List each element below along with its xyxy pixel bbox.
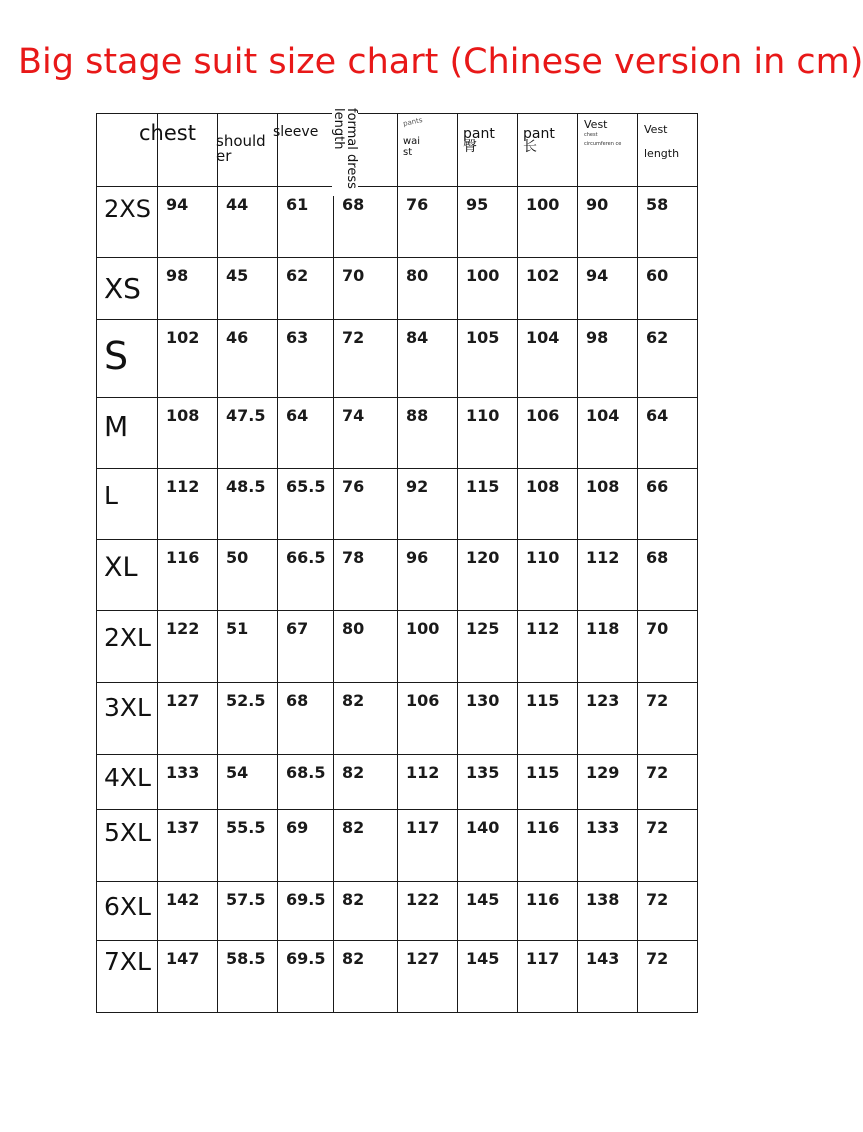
measurement-value: 88: [406, 406, 429, 425]
value-cell: [334, 469, 398, 540]
value-cell: [278, 882, 334, 941]
size-chart-table: [96, 108, 698, 1013]
measurement-value: 110: [466, 406, 500, 425]
size-cell: [97, 810, 158, 882]
value-cell: [398, 941, 458, 1013]
measurement-value: 82: [342, 949, 365, 968]
value-cell: [458, 320, 518, 398]
header-vest-chest: [584, 119, 634, 149]
measurement-value: 72: [646, 691, 669, 710]
value-cell: [578, 941, 638, 1013]
measurement-value: 115: [466, 477, 500, 496]
value-cell: [278, 320, 334, 398]
page-title: Big stage suit size chart (Chinese version in cm): [18, 42, 863, 82]
table-row: [97, 755, 698, 810]
value-cell: [218, 469, 278, 540]
value-cell: [218, 810, 278, 882]
header-size-cell: [97, 114, 196, 187]
value-cell: [518, 398, 578, 469]
header-chest-cell: [158, 114, 218, 187]
measurement-value: 137: [166, 818, 200, 837]
value-cell: [278, 755, 334, 810]
size-cell: [97, 755, 158, 810]
header-chest: chest: [139, 121, 196, 145]
measurement-value: 112: [166, 477, 200, 496]
value-cell: [334, 187, 398, 258]
value-cell: [458, 941, 518, 1013]
measurement-value: 58.5: [226, 949, 266, 968]
value-cell: [578, 258, 638, 320]
value-cell: [578, 611, 638, 683]
measurement-value: 105: [466, 328, 500, 347]
value-cell: [398, 258, 458, 320]
measurement-value: 48.5: [226, 477, 266, 496]
value-cell: [218, 882, 278, 941]
measurement-value: 68: [646, 548, 669, 567]
measurement-value: 60: [646, 266, 669, 285]
measurement-value: 142: [166, 890, 200, 909]
value-cell: [278, 540, 334, 611]
value-cell: [398, 469, 458, 540]
header-formal-dress-length: formal dress length: [332, 108, 358, 196]
value-cell: [218, 755, 278, 810]
value-cell: [458, 683, 518, 755]
measurement-value: 55.5: [226, 818, 266, 837]
measurement-value: 82: [342, 890, 365, 909]
value-cell: [638, 258, 698, 320]
measurement-value: 62: [286, 266, 309, 285]
measurement-value: 74: [342, 406, 365, 425]
measurement-value: 127: [406, 949, 440, 968]
value-cell: [218, 320, 278, 398]
size-cell: [97, 540, 158, 611]
value-cell: [218, 611, 278, 683]
measurement-value: 76: [342, 477, 365, 496]
measurement-value: 65.5: [286, 477, 326, 496]
value-cell: [578, 810, 638, 882]
header-pant-length-cell: [518, 114, 578, 187]
size-label: L: [104, 481, 118, 510]
measurement-value: 100: [466, 266, 500, 285]
value-cell: [578, 882, 638, 941]
measurement-value: 68.5: [286, 763, 326, 782]
measurement-value: 100: [406, 619, 440, 638]
measurement-value: 104: [586, 406, 620, 425]
header-row: [97, 114, 698, 187]
measurement-value: 116: [526, 818, 560, 837]
header-formal-dress-length-cell: [331, 108, 398, 189]
measurement-value: 115: [526, 691, 560, 710]
value-cell: [278, 683, 334, 755]
value-cell: [158, 941, 218, 1013]
value-cell: [158, 187, 218, 258]
value-cell: [638, 810, 698, 882]
measurement-value: 125: [466, 619, 500, 638]
value-cell: [398, 683, 458, 755]
value-cell: [334, 941, 398, 1013]
value-cell: [158, 611, 218, 683]
value-cell: [638, 611, 698, 683]
measurement-value: 100: [526, 195, 560, 214]
value-cell: [398, 187, 458, 258]
value-cell: [518, 320, 578, 398]
measurement-value: 115: [526, 763, 560, 782]
header-vest-chest-cell: [578, 114, 638, 187]
value-cell: [278, 810, 334, 882]
size-label: 4XL: [104, 763, 151, 792]
measurement-value: 110: [526, 548, 560, 567]
header-vest-chest-sub1: chest: [584, 132, 598, 138]
value-cell: [158, 755, 218, 810]
measurement-value: 47.5: [226, 406, 266, 425]
header-pants-small: pants: [402, 116, 424, 128]
measurement-value: 145: [466, 949, 500, 968]
value-cell: [638, 398, 698, 469]
value-cell: [334, 755, 398, 810]
value-cell: [578, 755, 638, 810]
value-cell: [578, 469, 638, 540]
measurement-value: 66: [646, 477, 669, 496]
measurement-value: 117: [526, 949, 560, 968]
measurement-value: 130: [466, 691, 500, 710]
measurement-value: 108: [586, 477, 620, 496]
size-label: 2XS: [104, 195, 151, 223]
value-cell: [518, 755, 578, 810]
measurement-value: 143: [586, 949, 620, 968]
size-label: 7XL: [104, 947, 151, 976]
value-cell: [518, 469, 578, 540]
header-pant-hip: pant 臀: [463, 126, 495, 155]
header-waist-cell: [398, 114, 458, 187]
value-cell: [398, 611, 458, 683]
measurement-value: 52.5: [226, 691, 266, 710]
measurement-value: 68: [286, 691, 309, 710]
value-cell: [334, 611, 398, 683]
value-cell: [278, 258, 334, 320]
size-cell: [97, 469, 158, 540]
table-row: [97, 882, 698, 941]
value-cell: [518, 540, 578, 611]
measurement-value: 82: [342, 763, 365, 782]
value-cell: [458, 469, 518, 540]
measurement-value: 80: [406, 266, 429, 285]
value-cell: [638, 320, 698, 398]
value-cell: [278, 187, 334, 258]
value-cell: [398, 398, 458, 469]
measurement-value: 122: [166, 619, 200, 638]
table-row: [97, 320, 698, 398]
value-cell: [398, 882, 458, 941]
value-cell: [218, 398, 278, 469]
measurement-value: 57.5: [226, 890, 266, 909]
measurement-value: 94: [586, 266, 609, 285]
measurement-value: 72: [646, 763, 669, 782]
measurement-value: 98: [166, 266, 189, 285]
value-cell: [458, 882, 518, 941]
size-cell: [97, 187, 158, 258]
value-cell: [578, 683, 638, 755]
measurement-value: 112: [406, 763, 440, 782]
value-cell: [218, 941, 278, 1013]
measurement-value: 66.5: [286, 548, 326, 567]
value-cell: [638, 187, 698, 258]
value-cell: [334, 398, 398, 469]
header-pant-length: pant 长: [523, 126, 555, 155]
measurement-value: 61: [286, 195, 309, 214]
value-cell: [334, 683, 398, 755]
measurement-value: 76: [406, 195, 429, 214]
measurement-value: 129: [586, 763, 620, 782]
value-cell: [158, 683, 218, 755]
value-cell: [518, 810, 578, 882]
measurement-value: 67: [286, 619, 309, 638]
measurement-value: 82: [342, 691, 365, 710]
value-cell: [334, 320, 398, 398]
value-cell: [578, 398, 638, 469]
measurement-value: 106: [526, 406, 560, 425]
table-row: [97, 941, 698, 1013]
measurement-value: 69.5: [286, 949, 326, 968]
value-cell: [278, 469, 334, 540]
measurement-value: 140: [466, 818, 500, 837]
value-cell: [578, 540, 638, 611]
size-cell: [97, 320, 158, 398]
measurement-value: 123: [586, 691, 620, 710]
size-label: 5XL: [104, 818, 151, 847]
value-cell: [518, 941, 578, 1013]
measurement-value: 95: [466, 195, 489, 214]
measurement-value: 117: [406, 818, 440, 837]
measurement-value: 69.5: [286, 890, 326, 909]
table-row: [97, 258, 698, 320]
value-cell: [218, 540, 278, 611]
value-cell: [518, 611, 578, 683]
measurement-value: 98: [586, 328, 609, 347]
measurement-value: 46: [226, 328, 249, 347]
measurement-value: 112: [586, 548, 620, 567]
measurement-value: 96: [406, 548, 429, 567]
size-cell: [97, 398, 158, 469]
value-cell: [518, 683, 578, 755]
measurement-value: 44: [226, 195, 249, 214]
value-cell: [278, 611, 334, 683]
measurement-value: 138: [586, 890, 620, 909]
header-shoulder: should er: [216, 132, 266, 165]
measurement-value: 64: [646, 406, 669, 425]
table-row: [97, 810, 698, 882]
size-label: S: [104, 334, 129, 378]
measurement-value: 58: [646, 195, 669, 214]
measurement-value: 72: [342, 328, 365, 347]
header-vest-chest-sub2: circumferen ce: [584, 141, 622, 147]
value-cell: [638, 683, 698, 755]
measurement-value: 133: [166, 763, 200, 782]
value-cell: [334, 258, 398, 320]
measurement-value: 70: [342, 266, 365, 285]
value-cell: [518, 258, 578, 320]
measurement-value: 127: [166, 691, 200, 710]
measurement-value: 108: [166, 406, 200, 425]
value-cell: [218, 258, 278, 320]
table-row: [97, 187, 698, 258]
measurement-value: 64: [286, 406, 309, 425]
value-cell: [278, 398, 334, 469]
measurement-value: 112: [526, 619, 560, 638]
value-cell: [458, 611, 518, 683]
measurement-value: 63: [286, 328, 309, 347]
measurement-value: 72: [646, 818, 669, 837]
measurement-value: 72: [646, 890, 669, 909]
value-cell: [638, 469, 698, 540]
value-cell: [638, 540, 698, 611]
table-row: [97, 683, 698, 755]
value-cell: [158, 469, 218, 540]
measurement-value: 90: [586, 195, 609, 214]
value-cell: [398, 540, 458, 611]
value-cell: [334, 882, 398, 941]
value-cell: [518, 882, 578, 941]
measurement-value: 82: [342, 818, 365, 837]
measurement-value: 133: [586, 818, 620, 837]
size-label: 6XL: [104, 892, 151, 921]
value-cell: [278, 941, 334, 1013]
table-row: [97, 398, 698, 469]
table-row: [97, 469, 698, 540]
measurement-value: 51: [226, 619, 249, 638]
value-cell: [218, 683, 278, 755]
value-cell: [638, 941, 698, 1013]
value-cell: [398, 810, 458, 882]
header-shoulder-cell: [218, 114, 278, 187]
value-cell: [334, 810, 398, 882]
measurement-value: 94: [166, 195, 189, 214]
size-cell: [97, 258, 158, 320]
measurement-value: 70: [646, 619, 669, 638]
measurement-value: 135: [466, 763, 500, 782]
value-cell: [578, 187, 638, 258]
measurement-value: 54: [226, 763, 249, 782]
value-cell: [458, 258, 518, 320]
measurement-value: 84: [406, 328, 429, 347]
measurement-value: 69: [286, 818, 309, 837]
value-cell: [158, 810, 218, 882]
value-cell: [158, 258, 218, 320]
value-cell: [458, 187, 518, 258]
size-label: 2XL: [104, 623, 151, 652]
header-pant-hip-cell: [458, 114, 518, 187]
size-label: 3XL: [104, 693, 151, 722]
value-cell: [398, 320, 458, 398]
measurement-value: 80: [342, 619, 365, 638]
value-cell: [158, 540, 218, 611]
value-cell: [158, 882, 218, 941]
measurement-value: 50: [226, 548, 249, 567]
measurement-value: 108: [526, 477, 560, 496]
measurement-value: 102: [526, 266, 560, 285]
measurement-value: 122: [406, 890, 440, 909]
measurement-value: 68: [342, 195, 365, 214]
header-vest-length-cell: [638, 114, 698, 187]
size-label: XS: [104, 272, 141, 305]
measurement-value: 62: [646, 328, 669, 347]
measurement-value: 120: [466, 548, 500, 567]
size-cell: [97, 611, 158, 683]
measurement-value: 145: [466, 890, 500, 909]
size-label: XL: [104, 552, 138, 583]
header-vest-length-sub: length: [644, 147, 680, 160]
header-sleeve-cell: [273, 114, 334, 187]
value-cell: [458, 755, 518, 810]
measurement-value: 72: [646, 949, 669, 968]
header-vest-length: [644, 118, 694, 166]
measurement-value: 92: [406, 477, 429, 496]
size-cell: [97, 882, 158, 941]
value-cell: [398, 755, 458, 810]
measurement-value: 118: [586, 619, 620, 638]
value-cell: [218, 187, 278, 258]
measurement-value: 78: [342, 548, 365, 567]
measurement-value: 104: [526, 328, 560, 347]
table-row: [97, 540, 698, 611]
measurement-value: 102: [166, 328, 200, 347]
value-cell: [158, 320, 218, 398]
size-cell: [97, 683, 158, 755]
header-waist: wai st: [403, 136, 421, 158]
measurement-value: 106: [406, 691, 440, 710]
value-cell: [638, 882, 698, 941]
measurement-value: 116: [526, 890, 560, 909]
size-label: M: [104, 410, 129, 443]
value-cell: [458, 540, 518, 611]
value-cell: [458, 810, 518, 882]
measurement-value: 45: [226, 266, 249, 285]
value-cell: [578, 320, 638, 398]
table-row: [97, 611, 698, 683]
size-cell: [97, 941, 158, 1013]
value-cell: [458, 398, 518, 469]
header-sleeve: sleeve: [273, 124, 319, 140]
header-vest-chest-title: Vest: [584, 118, 608, 131]
measurement-value: 147: [166, 949, 200, 968]
value-cell: [158, 398, 218, 469]
value-cell: [518, 187, 578, 258]
measurement-value: 116: [166, 548, 200, 567]
header-vest-length-title: Vest: [644, 123, 668, 136]
value-cell: [638, 755, 698, 810]
value-cell: [334, 540, 398, 611]
